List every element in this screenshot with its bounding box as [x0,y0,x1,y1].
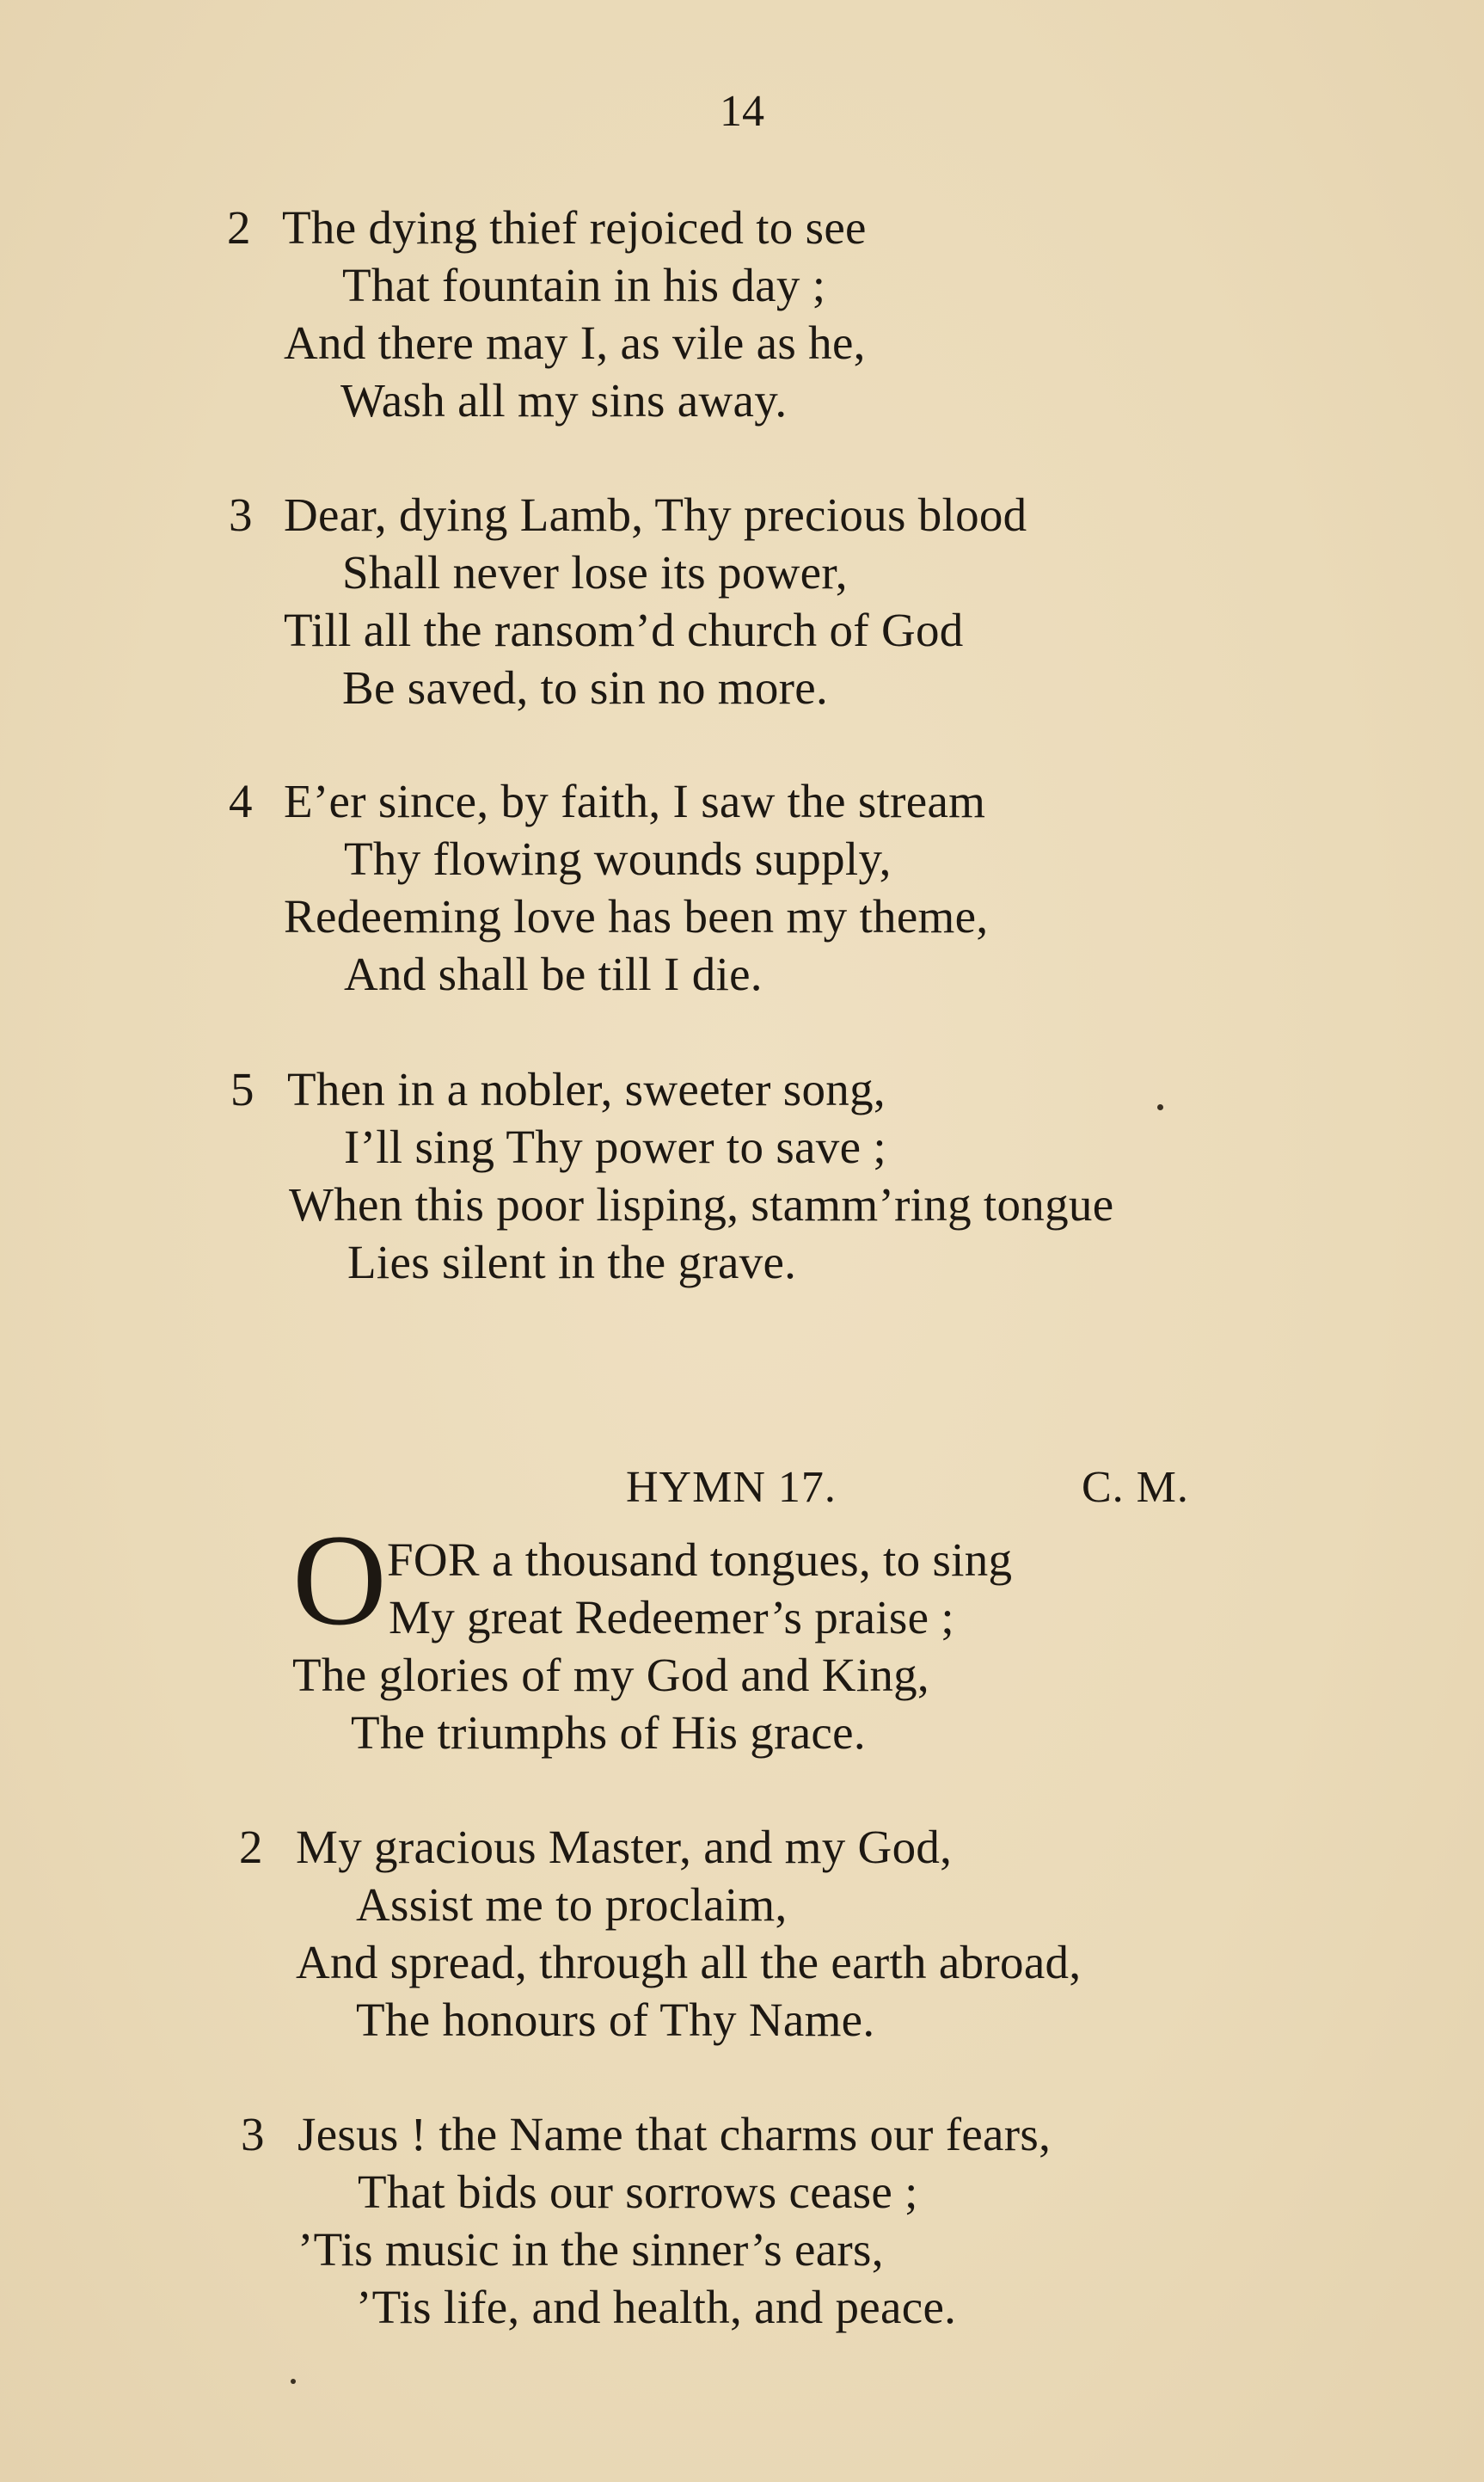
verse-line: Jesus ! the Name that charms our fears, [297,2108,1052,2160]
verse-line: Lies silent in the grave. [347,1236,797,1288]
verse-line: Assist me to proclaim, [356,1878,788,1931]
verse-line: My great Redeemer’s praise ; [389,1591,954,1643]
verse-line: E’er since, by faith, I saw the stream [284,775,986,827]
stanza-number: 2 [227,201,251,254]
stanza-number: 5 [230,1063,254,1115]
verse-line: Till all the ransom’d church of God [284,604,964,656]
verse-line: FOR a thousand tongues, to sing [387,1533,1013,1586]
verse-line: The triumphs of His grace. [351,1706,866,1759]
verse-line: My gracious Master, and my God, [296,1821,953,1873]
verse-line: That bids our sorrows cease ; [358,2166,918,2218]
verse-line: When this poor lisping, stamm’ring tongue [289,1178,1114,1231]
verse-line: And shall be till I die. [344,948,763,1000]
verse-line: Be saved, to sin no more. [342,661,829,714]
verse-line: And there may I, as vile as he, [284,316,866,369]
verse-line: Thy flowing wounds supply, [344,832,892,885]
verse-line: The honours of Thy Name. [356,1994,875,2046]
verse-line: The dying thief rejoiced to see [282,201,867,254]
stanza-number: 2 [239,1821,263,1873]
ink-speck [291,2379,296,2384]
verse-line: And spread, through all the earth abroad, [296,1936,1082,1988]
verse-line: Shall never lose its power, [342,546,848,599]
verse-line: Wash all my sins away. [340,374,788,427]
verse-line: ’Tis life, and health, and peace. [356,2281,957,2333]
verse-line: ’Tis music in the sinner’s ears, [297,2223,884,2276]
verse-line: I’ll sing Thy power to save ; [344,1121,886,1173]
verse-line: That fountain in his day ; [342,259,826,311]
hymn-title: HYMN 17. [626,1463,837,1512]
hymn-meter: C. M. [1082,1463,1189,1512]
verse-line: Then in a nobler, sweeter song, [287,1063,886,1115]
verse-line: Redeeming love has been my theme, [284,890,989,943]
stanza-number: 3 [241,2108,265,2160]
verse-line: Dear, dying Lamb, Thy precious blood [284,488,1027,541]
stanza-number: 4 [229,775,253,827]
ink-speck [1157,1104,1163,1110]
stanza-number: 3 [229,488,253,541]
verse-line: The glories of my God and King, [292,1649,929,1701]
drop-cap: O [292,1508,387,1652]
page-number: 14 [720,87,764,136]
